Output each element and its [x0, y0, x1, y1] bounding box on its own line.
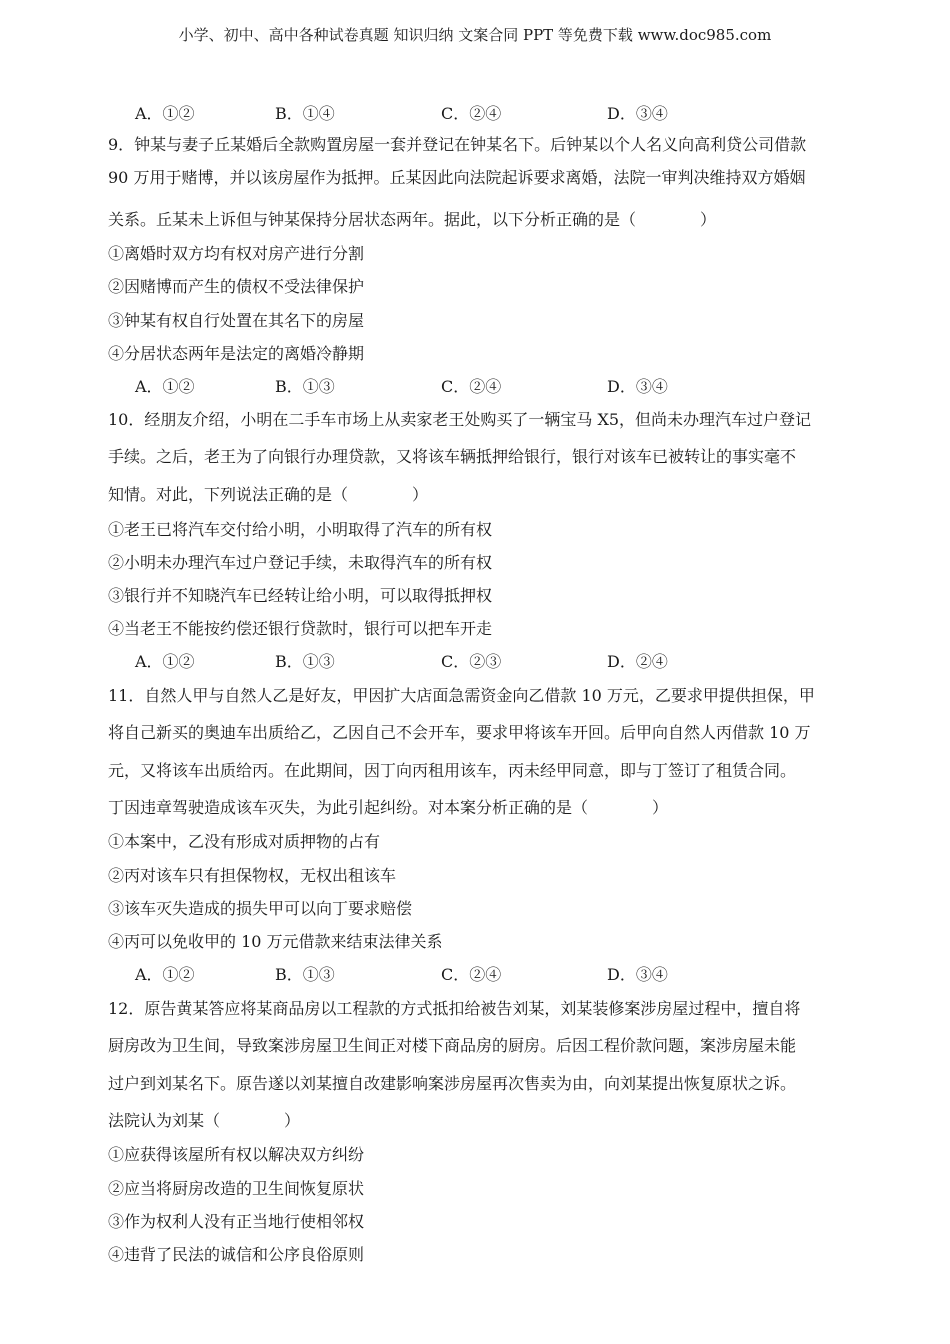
option-d: D．③④ — [607, 104, 668, 123]
option-d: D．③④ — [607, 377, 668, 396]
q11-stem-line: 元，又将该车出质给丙。在此期间，因丁向丙租用该车，丙未经甲同意，即与丁签订了租赁合同。 — [108, 761, 797, 780]
q9-statement: ④分居状态两年是法定的离婚冷静期 — [108, 344, 365, 363]
option-b: B．①③ — [275, 652, 335, 671]
q12-statement: ①应获得该屋所有权以解决双方纠纷 — [108, 1145, 365, 1164]
page-header: 小学、初中、高中各种试卷真题 知识归纳 文案合同 PPT 等免费下载 www.doc985.com — [178, 26, 772, 44]
q10-stem-line: 知情。对此，下列说法正确的是（ ） — [108, 485, 429, 504]
q9-stem-line: 关系。丘某未上诉但与钟某保持分居状态两年。据此，以下分析正确的是（ ） — [108, 210, 717, 229]
q10-statement: ②小明未办理汽车过户登记手续，未取得汽车的所有权 — [108, 553, 493, 572]
q11-statement: ①本案中，乙没有形成对质押物的占有 — [108, 832, 381, 851]
q9-statement: ①离婚时双方均有权对房产进行分割 — [108, 244, 365, 263]
option-d: D．②④ — [607, 652, 668, 671]
option-c: C．②③ — [441, 652, 502, 671]
q12-stem-line: 厨房改为卫生间，导致案涉房屋卫生间正对楼下商品房的厨房。后因工程价款问题，案涉房屋未能 — [108, 1036, 797, 1055]
q10-statement: ④当老王不能按约偿还银行贷款时，银行可以把车开走 — [108, 619, 493, 638]
q11-stem-line: 丁因违章驾驶造成该车灭失，为此引起纠纷。对本案分析正确的是（ ） — [108, 798, 669, 817]
q11-statement: ④丙可以免收甲的 10 万元借款来结束法律关系 — [108, 932, 443, 951]
option-c: C．②④ — [441, 377, 502, 396]
q9-statement: ②因赌博而产生的债权不受法律保护 — [108, 277, 365, 296]
q10-statement: ①老王已将汽车交付给小明，小明取得了汽车的所有权 — [108, 520, 493, 539]
q12-stem-line: 法院认为刘某（ ） — [108, 1111, 301, 1130]
q10-stem-line: 手续。之后，老王为了向银行办理贷款，又将该车辆抵押给银行，银行对该车已被转让的事实毫不 — [108, 447, 797, 466]
q9-stem-line: 9．钟某与妻子丘某婚后全款购置房屋一套并登记在钟某名下。后钟某以个人名义向高利贷公司借款 — [108, 135, 807, 154]
q9-statement: ③钟某有权自行处置在其名下的房屋 — [108, 311, 365, 330]
option-a: A．①② — [135, 104, 195, 123]
option-b: B．①③ — [275, 377, 335, 396]
option-a: A．①② — [135, 377, 195, 396]
option-c: C．②④ — [441, 104, 502, 123]
q11-stem-line: 将自己新买的奥迪车出质给乙，乙因自己不会开车，要求甲将该车开回。后甲向自然人丙借款 10 万 — [108, 723, 811, 742]
q12-stem-line: 12．原告黄某答应将某商品房以工程款的方式抵扣给被告刘某，刘某装修案涉房屋过程中，擅自将 — [108, 999, 801, 1018]
q9-stem-line: 90 万用于赌博，并以该房屋作为抵押。丘某因此向法院起诉要求离婚，法院一审判决维持双方婚姻 — [108, 168, 806, 187]
q12-stem-line: 过户到刘某名下。原告遂以刘某擅自改建影响案涉房屋再次售卖为由，向刘某提出恢复原状之诉。 — [108, 1074, 797, 1093]
option-a: A．①② — [135, 965, 195, 984]
q11-statement: ③该车灭失造成的损失甲可以向丁要求赔偿 — [108, 899, 413, 918]
option-d: D．③④ — [607, 965, 668, 984]
q12-statement: ④违背了民法的诚信和公序良俗原则 — [108, 1245, 365, 1264]
q12-statement: ②应当将厨房改造的卫生间恢复原状 — [108, 1179, 365, 1198]
q12-statement: ③作为权利人没有正当地行使相邻权 — [108, 1212, 365, 1231]
q11-stem-line: 11．自然人甲与自然人乙是好友，甲因扩大店面急需资金向乙借款 10 万元，乙要求甲提供担保，甲 — [108, 686, 815, 705]
option-b: B．①③ — [275, 965, 335, 984]
option-c: C．②④ — [441, 965, 502, 984]
q10-stem-line: 10．经朋友介绍，小明在二手车市场上从卖家老王处购买了一辆宝马 X5，但尚未办理汽车过户登记 — [108, 410, 812, 429]
q10-statement: ③银行并不知晓汽车已经转让给小明，可以取得抵押权 — [108, 586, 493, 605]
q11-statement: ②丙对该车只有担保物权，无权出租该车 — [108, 866, 397, 885]
option-a: A．①② — [135, 652, 195, 671]
option-b: B．①④ — [275, 104, 335, 123]
